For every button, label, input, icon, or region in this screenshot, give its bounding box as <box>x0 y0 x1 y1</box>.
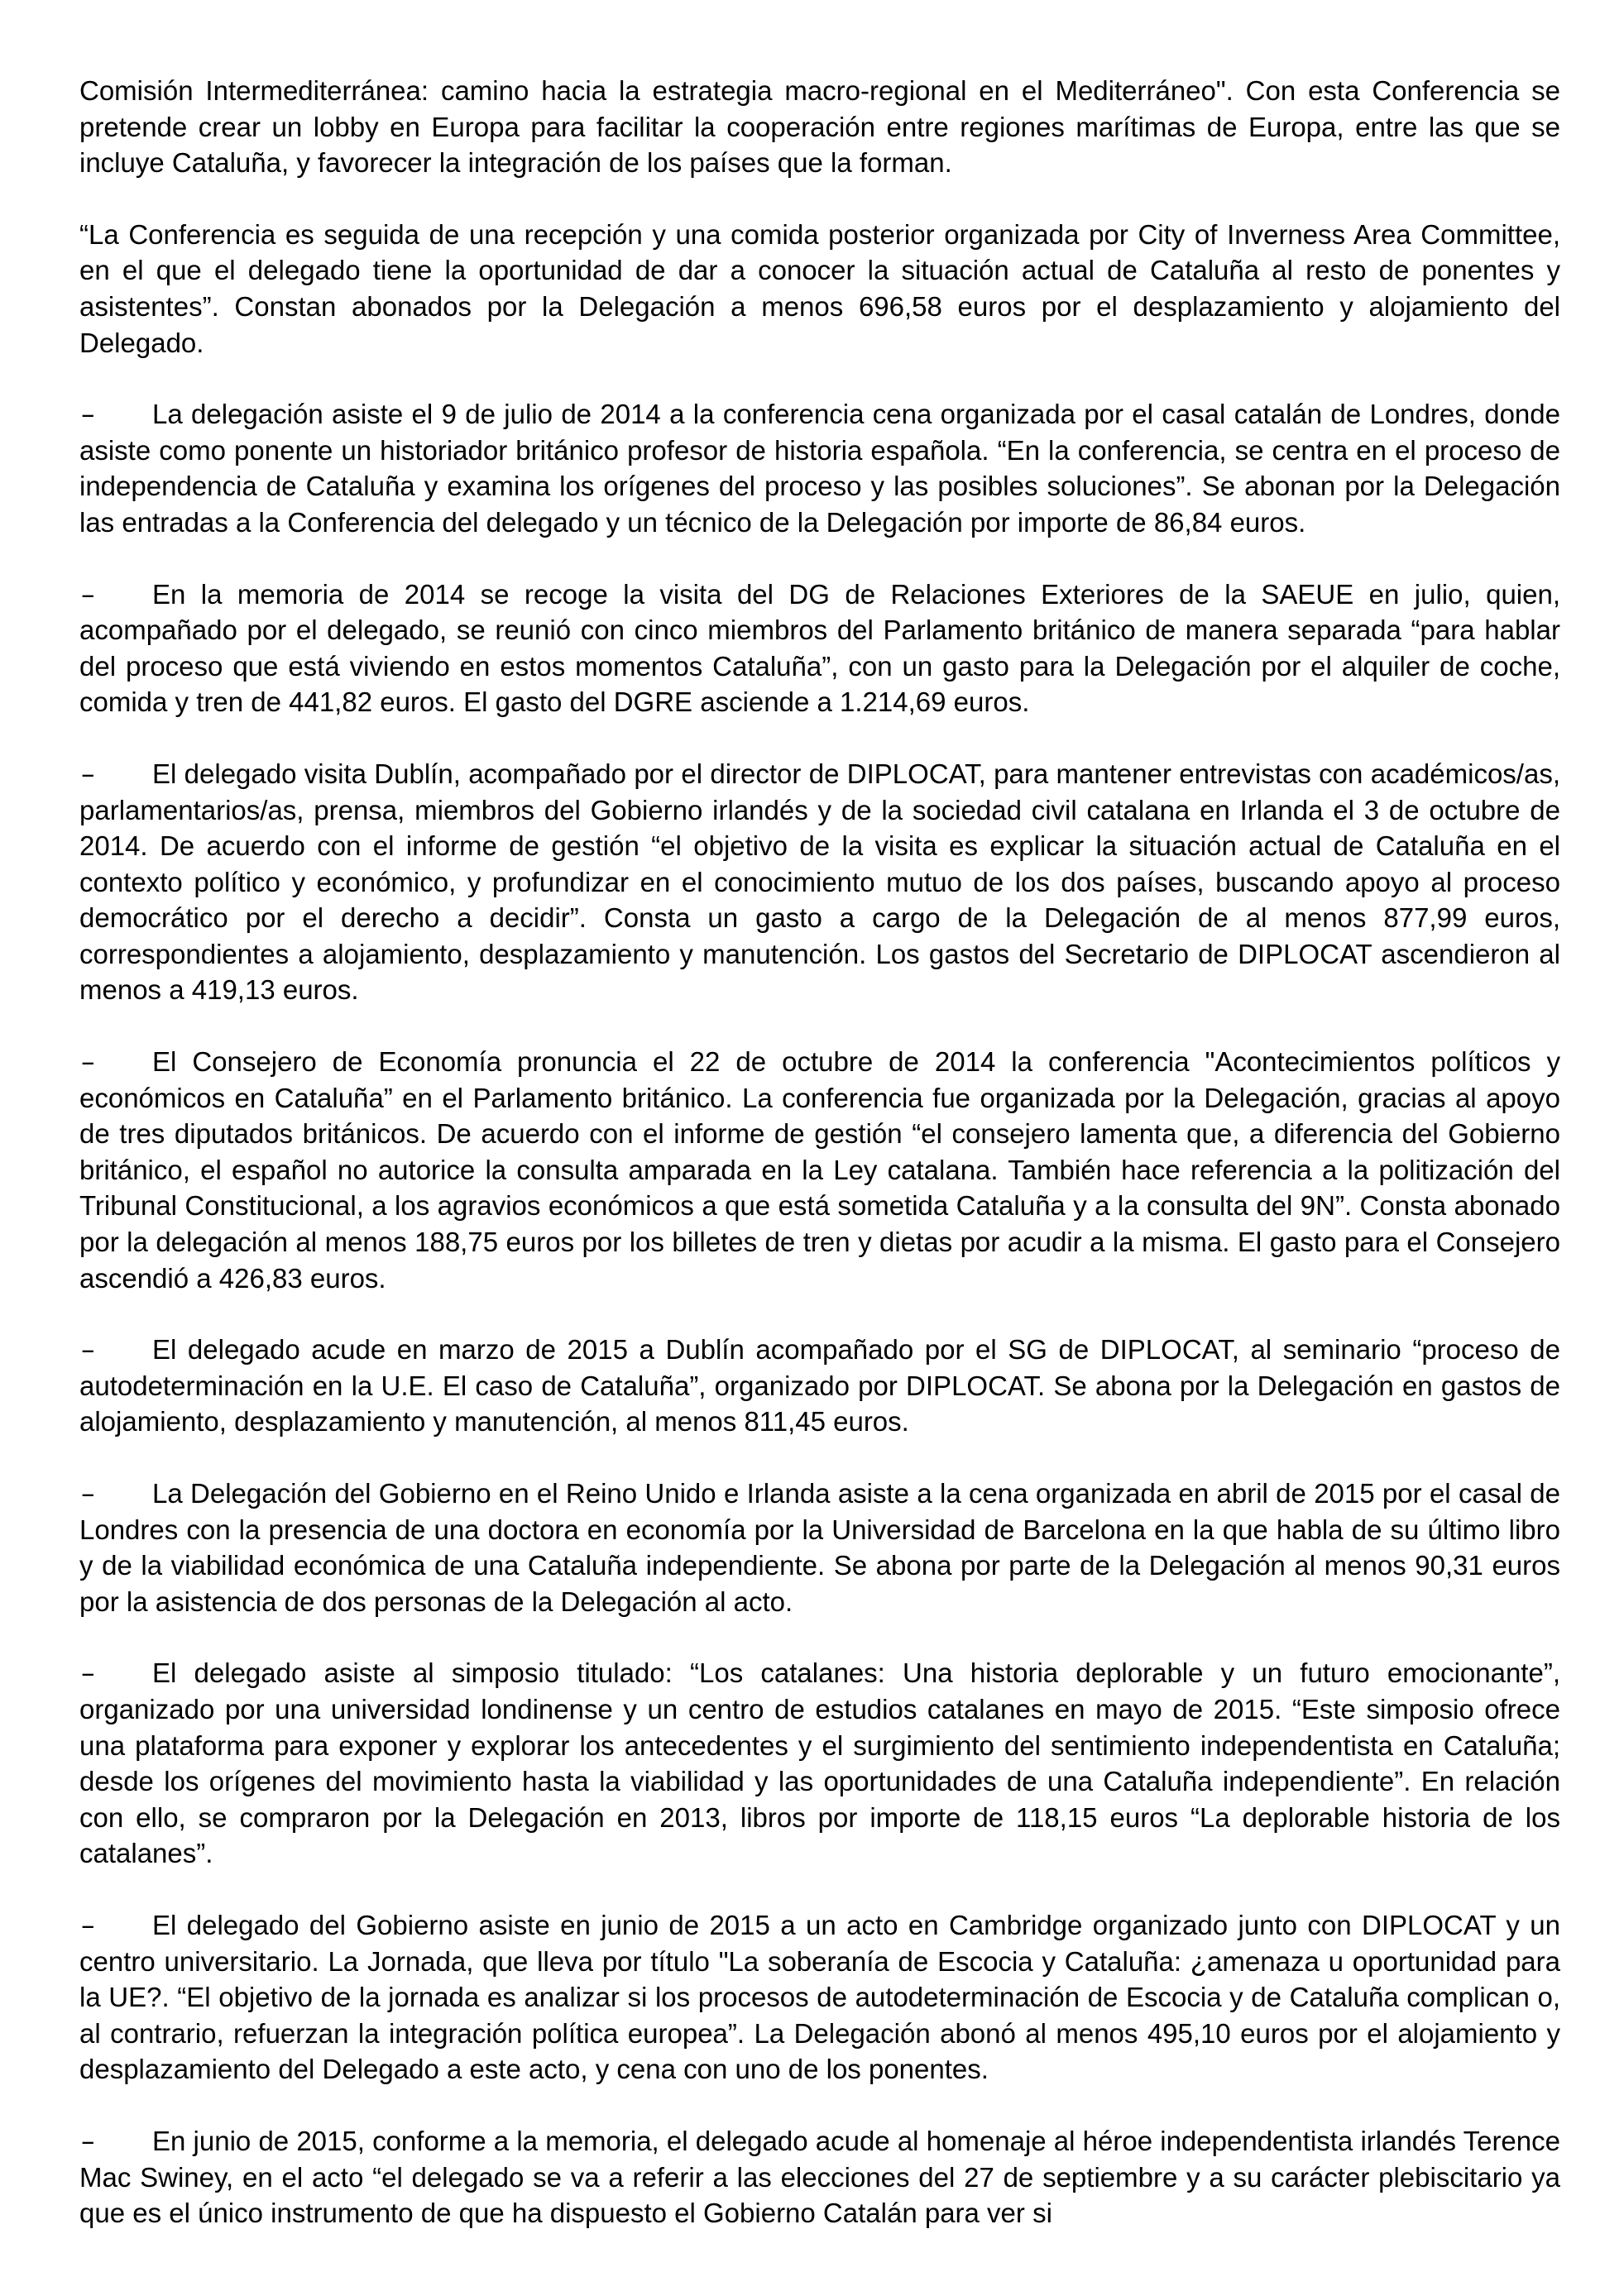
document-page <box>79 73 1560 2231</box>
dash-bullet-icon: – <box>81 1477 95 1509</box>
paragraph-text: En la memoria de 2014 se recoge la visita del DG de Relaciones Exteriores de la SAEUE en julio, quien, acompañado por el delegado, se reunió con cinco miembros del Parlamento británico de manera separada “para hablar del proceso que está viviendo en estos momentos Cataluña”, con un gasto para la Delegación por el alquiler de coche, comida y tren de 441,82 euros. El gasto del DGRE asciende a 1.214,69 euros. <box>79 578 1560 718</box>
dash-bullet-icon: – <box>81 1333 95 1366</box>
paragraph-2 <box>79 217 1560 361</box>
paragraph-text: Comisión Intermediterránea: camino hacia la estrategia macro-regional en el Mediterráneo". Con esta Conferencia se pretende crear un lobby en Europa para facilitar la cooperación entre regiones marítimas de Europa, entre las que se incluye Cataluña, y favorecer la integración de los países que la forman. <box>79 75 1560 179</box>
paragraph-text: El delegado asiste al simposio titulado: “Los catalanes: Una historia deplorable y un futuro emocionante”, organizado por una universidad londinense y un centro de estudios catalanes en mayo de 2015. “Este simposio ofrece una plataforma para exponer y explorar los antecedentes y el surgimiento del sentimiento independentista en Cataluña; desde los orígenes del movimiento hasta la viabilidad y las oportunidades de una Cataluña independiente”. En relación con ello, se compraron por la Delegación en 2013, libros por importe de 118,15 euros “La deplorable historia de los catalanes”. <box>79 1657 1560 1869</box>
bullet-paragraph-9 <box>79 2123 1560 2231</box>
bullet-paragraph-3 <box>79 756 1560 1008</box>
dash-bullet-icon: – <box>81 398 95 431</box>
bullet-paragraph-1 <box>79 396 1560 540</box>
bullet-paragraph-7 <box>79 1655 1560 1872</box>
paragraph-text: La delegación asiste el 9 de julio de 2014 a la conferencia cena organizada por el casal catalán de Londres, donde asiste como ponente un historiador británico profesor de historia española. “En la conferencia, se centra en el proceso de independencia de Cataluña y examina los orígenes del proceso y las posibles soluciones”. Se abonan por la Delegación las entradas a la Conferencia del delegado y un técnico de la Delegación por importe de 86,84 euros. <box>79 399 1560 538</box>
paragraph-text: El delegado del Gobierno asiste en junio de 2015 a un acto en Cambridge organizado junto con DIPLOCAT y un centro universitario. La Jornada, que lleva por título "La soberanía de Escocia y Cataluña: ¿amenaza u oportunidad para la UE?. “El objetivo de la jornada es analizar si los procesos de autodeterminación de Escocia y de Cataluña complican o, al contrario, refuerzan la integración política europea”. La Delegación abonó al menos 495,10 euros por el alojamiento y desplazamiento del Delegado a este acto, y cena con uno de los ponentes. <box>79 1909 1560 2085</box>
paragraph-text: El delegado acude en marzo de 2015 a Dublín acompañado por el SG de DIPLOCAT, al seminario “proceso de autodeterminación en la U.E. El caso de Cataluña”, organizado por DIPLOCAT. Se abona por la Delegación en gastos de alojamiento, desplazamiento y manutención, al menos 811,45 euros. <box>79 1334 1560 1437</box>
dash-bullet-icon: – <box>81 1657 95 1690</box>
bullet-paragraph-2 <box>79 576 1560 720</box>
dash-bullet-icon: – <box>81 757 95 790</box>
bullet-paragraph-4 <box>79 1044 1560 1296</box>
bullet-paragraph-6 <box>79 1476 1560 1619</box>
paragraph-text: “La Conferencia es seguida de una recepción y una comida posterior organizada por City of Inverness Area Committee, en el que el delegado tiene la oportunidad de dar a conocer la situación actual de Cataluña al resto de ponentes y asistentes”. Constan abonados por la Delegación a menos 696,58 euros por el desplazamiento y alojamiento del Delegado. <box>79 218 1560 358</box>
dash-bullet-icon: – <box>81 1045 95 1079</box>
bullet-paragraph-5 <box>79 1332 1560 1440</box>
bullet-paragraph-8 <box>79 1907 1560 2088</box>
paragraph-text: El Consejero de Economía pronuncia el 22 de octubre de 2014 la conferencia "Acontecimientos políticos y económicos en Cataluña” en el Parlamento británico. La conferencia fue organizada por la Delegación, gracias al apoyo de tres diputados británicos. De acuerdo con el informe de gestión “el consejero lamenta que, a diferencia del Gobierno británico, el español no autorice la consulta amparada en la Ley catalana. También hace referencia a la politización del Tribunal Constitucional, a los agravios económicos a que está sometida Cataluña y a la consulta del 9N”. Consta abonado por la delegación al menos 188,75 euros por los billetes de tren y dietas por acudir a la misma. El gasto para el Consejero ascendió a 426,83 euros. <box>79 1046 1560 1294</box>
paragraph-1 <box>79 73 1560 181</box>
paragraph-text: En junio de 2015, conforme a la memoria, el delegado acude al homenaje al héroe independentista irlandés Terence Mac Swiney, en el acto “el delegado se va a referir a las elecciones del 27 de septiembre y a su carácter plebiscitario ya que es el único instrumento de que ha dispuesto el Gobierno Catalán para ver si <box>79 2125 1560 2229</box>
paragraph-text: El delegado visita Dublín, acompañado por el director de DIPLOCAT, para mantener entrevistas con académicos/as, parlamentarios/as, prensa, miembros del Gobierno irlandés y de la sociedad civil catalana en Irlanda el 3 de octubre de 2014. De acuerdo con el informe de gestión “el objetivo de la visita es explicar la situación actual de Cataluña en el contexto político y económico, y profundizar en el conocimiento mutuo de los dos países, buscando apoyo al proceso democrático por el derecho a decidir”. Consta un gasto a cargo de la Delegación de al menos 877,99 euros, correspondientes a alojamiento, desplazamiento y manutención. Los gastos del Secretario de DIPLOCAT ascendieron al menos a 419,13 euros. <box>79 758 1560 1006</box>
dash-bullet-icon: – <box>81 1908 95 1941</box>
dash-bullet-icon: – <box>81 577 95 610</box>
paragraph-text: La Delegación del Gobierno en el Reino Unido e Irlanda asiste a la cena organizada en abril de 2015 por el casal de Londres con la presencia de una doctora en economía por la Universidad de Barcelona en la que habla de su último libro y de la viabilidad económica de una Cataluña independiente. Se abona por parte de la Delegación al menos 90,31 euros por la asistencia de dos personas de la Delegación al acto. <box>79 1478 1560 1617</box>
dash-bullet-icon: – <box>81 2124 95 2157</box>
